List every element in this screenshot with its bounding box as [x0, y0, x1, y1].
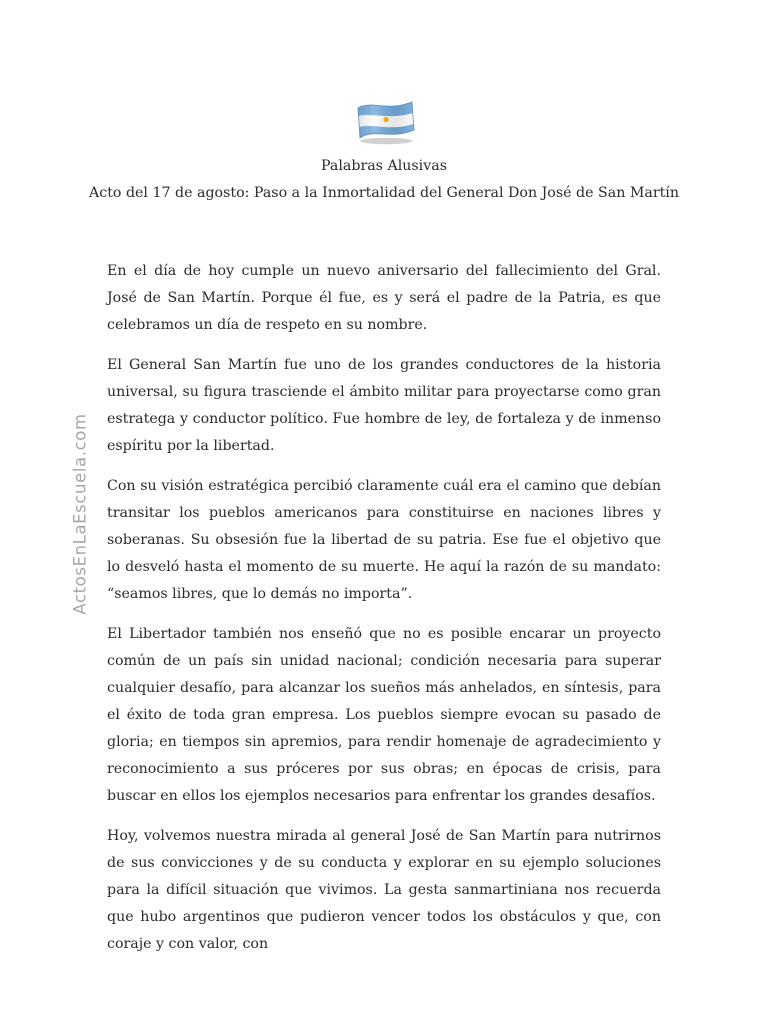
document-title: Palabras Alusivas: [321, 158, 447, 174]
brand-watermark: [63, 412, 97, 616]
argentina-flag-icon: [352, 96, 416, 146]
document-subtitle: Acto del 17 de agosto: Paso a la Inmortalidad del General Don José de San Martín: [89, 185, 679, 201]
document-body: [107, 258, 661, 971]
paragraph: Con su visión estratégica percibió claramente cuál era el camino que debían transitar los pueblos americanos para constituirse en naciones libres y soberanas. Su obsesión fue la libertad de su patria. Ese fue el objetivo que lo desveló hasta el momento de su muerte. He aquí la razón de su mandato: “seamos libres, que lo demás no importa”.: [107, 478, 661, 602]
paragraph: En el día de hoy cumple un nuevo aniversario del fallecimiento del Gral. José de San Martín. Porque él fue, es y será el padre de la Patria, es que celebramos un día de respeto en su nombre.: [107, 263, 661, 333]
paragraph: Hoy, volvemos nuestra mirada al general José de San Martín para nutrirnos de sus convicciones y de su conducta y explorar en su ejemplo soluciones para la difícil situación que vivimos. La gesta sanmartiniana nos recuerda que hubo argentinos que pudieron vencer todos los obstáculos y que, con coraje y con valor, con: [107, 828, 661, 952]
paragraph: El General San Martín fue uno de los grandes conductores de la historia universal, su figura trasciende el ámbito militar para proyectarse como gran estratega y conductor político. Fue hombre de ley, de fortaleza y de inmenso espíritu por la libertad.: [107, 357, 661, 454]
paragraph: El Libertador también nos enseñó que no es posible encarar un proyecto común de un país sin unidad nacional; condición necesaria para superar cualquier desafío, para alcanzar los sueños más anhelados, en síntesis, para el éxito de toda gran empresa. Los pueblos siempre evocan su pasado de gloria; en tiempos sin apremios, para rendir homenaje de agradecimiento y reconocimiento a sus próceres por sus obras; en épocas de crisis, para buscar en ellos los ejemplos necesarios para enfrentar los grandes desafíos.: [107, 626, 661, 804]
brand-watermark-text: ActosEnLaEscuela.com: [70, 413, 90, 615]
